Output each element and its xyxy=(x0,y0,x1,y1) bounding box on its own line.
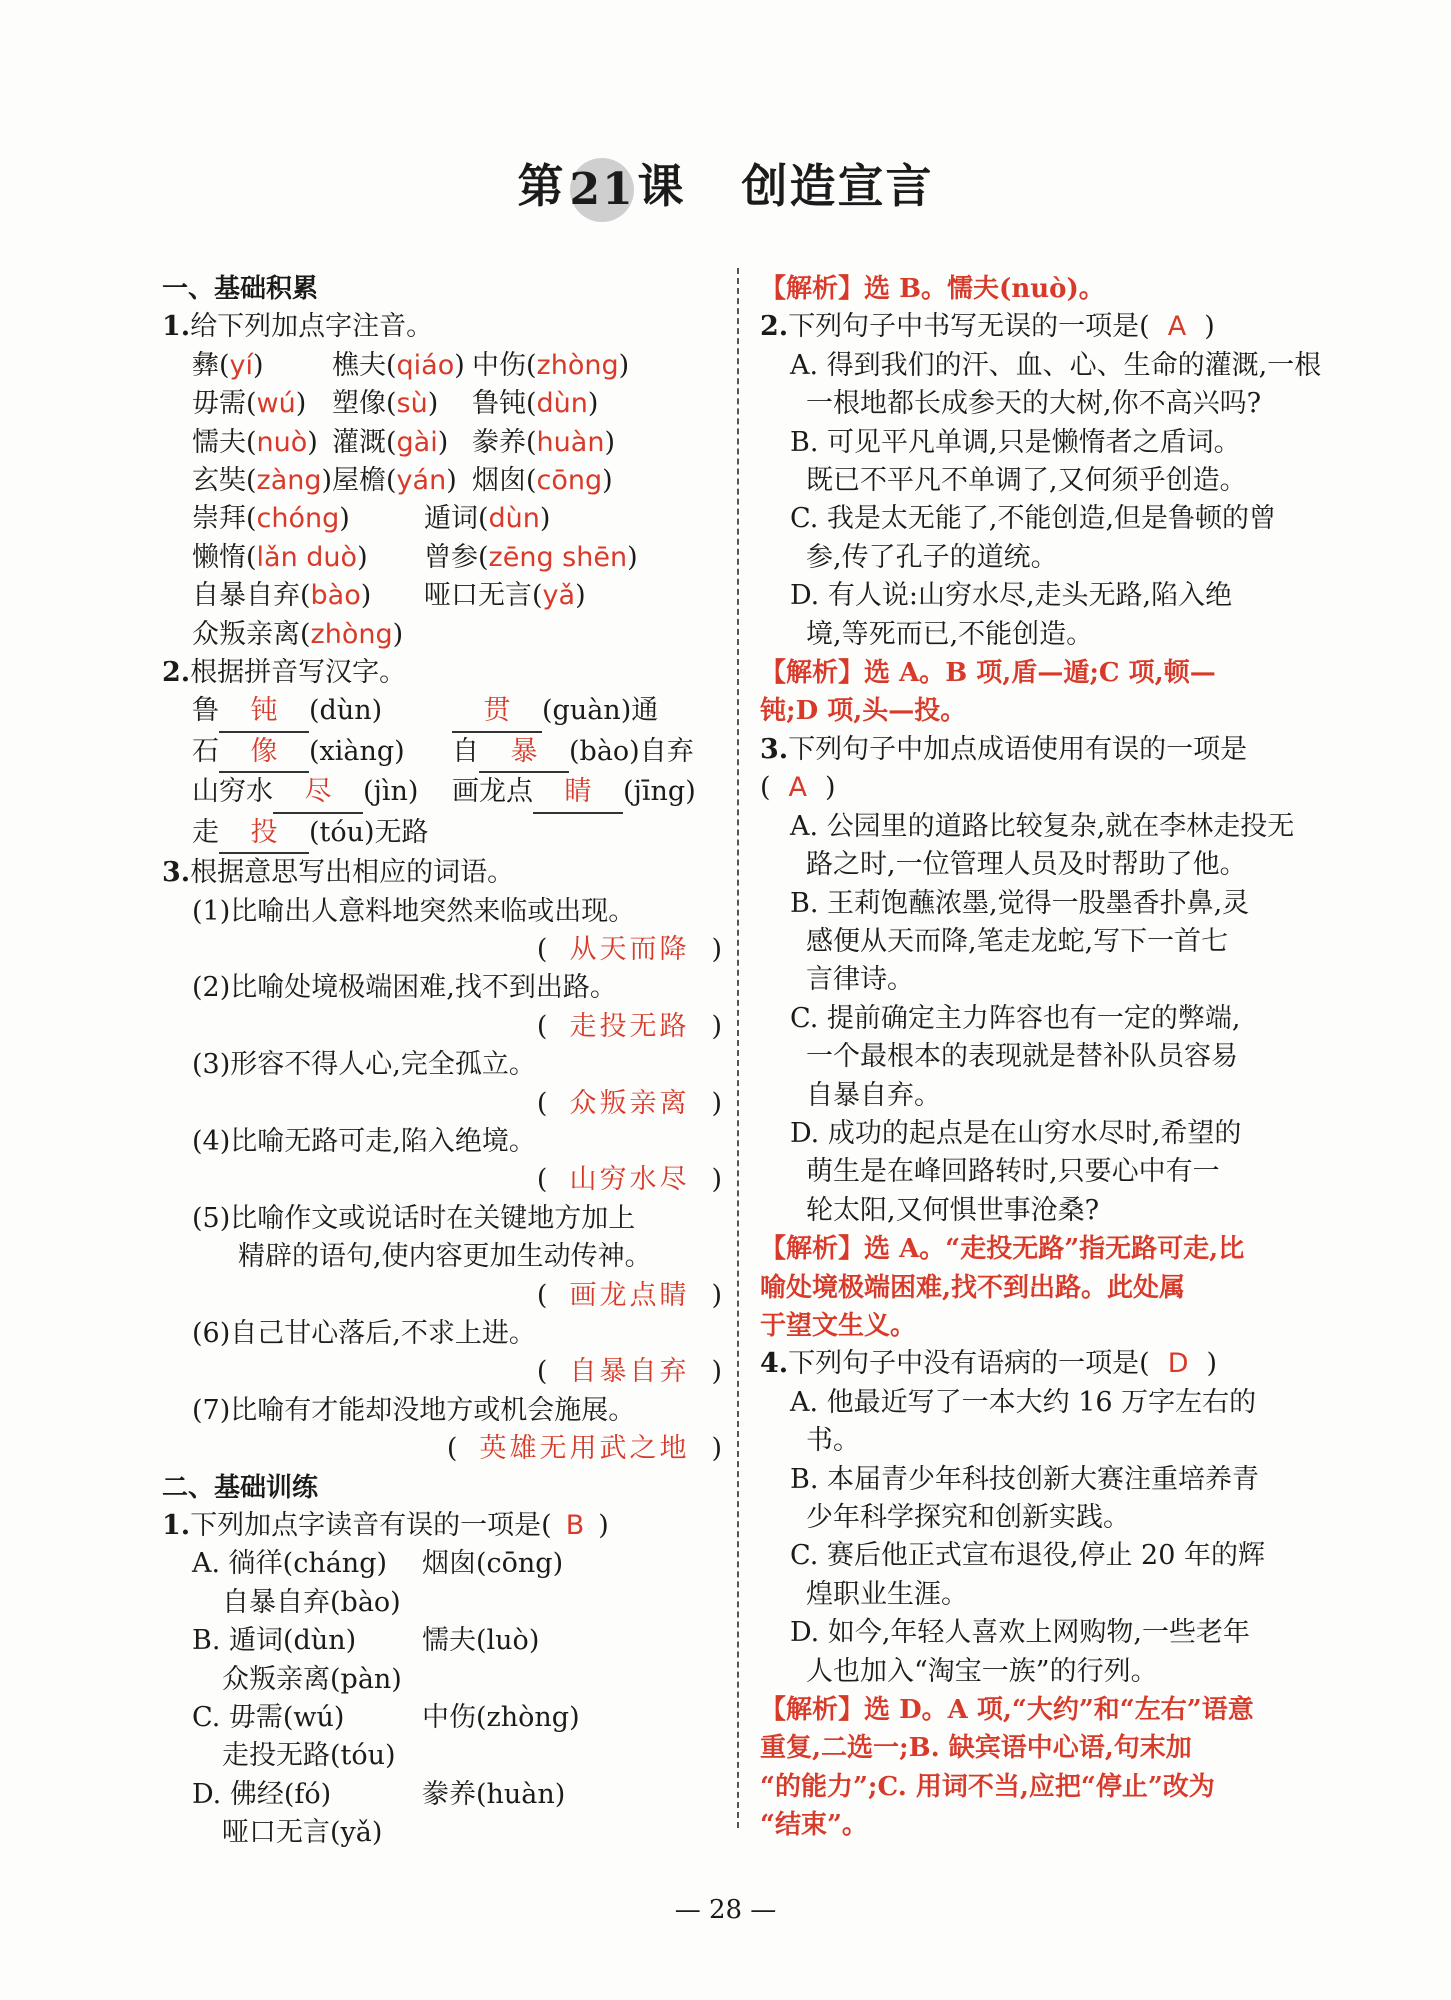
pinyin-answer: zhòng xyxy=(310,618,393,650)
paren: ) xyxy=(618,349,630,381)
page-number: — 28 — xyxy=(674,1895,777,1925)
option-line: D. 有人说:山穷水尽,走头无路,陷入绝 xyxy=(790,580,1233,612)
meaning-text-cont: 精辟的语句,使内容更加生动传神。 xyxy=(238,1241,652,1273)
prefix: 山穷水 xyxy=(192,776,273,808)
pinyin-row xyxy=(162,616,722,654)
pinyin-item xyxy=(424,500,684,538)
option-row xyxy=(162,1814,722,1852)
analysis-t4-cont2: “的能力”;C. 用词不当,应把“停止”改为 xyxy=(760,1771,1215,1802)
pinyin-row xyxy=(162,577,722,615)
option-line: A. 公园里的道路比较复杂,就在李林走投无 xyxy=(790,810,1295,842)
hanzi-item xyxy=(452,692,732,732)
option-word: B. 遁词(dùn) xyxy=(192,1625,357,1657)
idiom-answer: 自暴自弃 xyxy=(569,1356,690,1388)
idiom-answer-line xyxy=(162,1353,722,1391)
paren: ) xyxy=(446,465,457,497)
training-1-stem: 1.下列加点字读音有误的一项是( B ) xyxy=(162,1510,609,1541)
option-line: B. 本届青少年科技创新大赛注重培养青 xyxy=(790,1463,1260,1495)
pinyin-hint: (jīng) xyxy=(623,776,696,808)
hanzi-item xyxy=(192,773,452,813)
word: 懦夫( xyxy=(192,426,257,458)
hanzi-row xyxy=(162,773,722,813)
pinyin-answer: yán xyxy=(396,465,447,497)
idiom-answer: 山穷水尽 xyxy=(569,1164,690,1196)
paren: ) xyxy=(575,580,586,612)
pinyin-item xyxy=(472,347,630,385)
meaning-text: (5)比喻作文或说话时在关键地方加上 xyxy=(192,1202,636,1234)
pinyin-answer: wú xyxy=(256,388,296,420)
paren-close: ) xyxy=(711,1279,722,1311)
lesson-number-badge: 21 xyxy=(570,158,634,222)
meaning-text: (3)形容不得人心,完全孤立。 xyxy=(192,1049,536,1081)
analysis-t3-cont: 喻处境极端困难,找不到出路。此处属 xyxy=(760,1272,1186,1303)
training-3-stem: 3.下列句子中加点成语使用有误的一项是 xyxy=(760,733,1248,765)
option-word: 中伤(zhòng) xyxy=(422,1702,580,1734)
analysis-t2: 【解析】选 A。B 项,盾—遁;C 项,顿— xyxy=(760,658,1216,689)
prefix: 画龙点 xyxy=(452,776,533,808)
pinyin-item xyxy=(332,424,472,462)
word: 毋需( xyxy=(192,388,257,420)
hanzi-row xyxy=(162,733,722,773)
word: 哑口无言( xyxy=(424,580,543,612)
meaning-text: (2)比喻处境极端困难,找不到出路。 xyxy=(192,972,617,1004)
word: 烟囱( xyxy=(472,465,537,497)
hanzi-answer-blank: 睛 xyxy=(533,773,623,813)
pinyin-answer: yí xyxy=(229,349,254,381)
pinyin-answer: lǎn duò xyxy=(256,541,358,573)
hanzi-item xyxy=(452,733,732,773)
option-word: C. 毋需(wú) xyxy=(192,1702,345,1734)
pinyin-answer: zàng xyxy=(256,465,322,497)
option-row xyxy=(162,1699,722,1737)
word: 樵夫( xyxy=(332,349,397,381)
paren-open: ( xyxy=(536,1164,548,1196)
hanzi-item xyxy=(192,814,452,854)
pinyin-row xyxy=(162,424,722,462)
paren-close: ) xyxy=(711,1433,722,1465)
meaning-text: (4)比喻无路可走,陷入绝境。 xyxy=(192,1125,536,1157)
option-line: C. 我是太无能了,不能创造,但是鲁顿的曾 xyxy=(790,503,1277,535)
paren: ) xyxy=(357,541,368,573)
pinyin-item xyxy=(192,616,424,654)
hanzi-answer-blank: 钝 xyxy=(219,692,309,732)
analysis-t1: 【解析】选 B。懦夫(nuò)。 xyxy=(760,274,1105,304)
analysis-t4: 【解析】选 D。A 项,“大约”和“左右”语意 xyxy=(760,1695,1254,1726)
pinyin-item xyxy=(192,539,424,577)
column-divider xyxy=(737,268,739,1828)
option-line: C. 提前确定主力阵容也有一定的弊端, xyxy=(790,1002,1241,1034)
word: 崇拜( xyxy=(192,503,257,535)
hanzi-answer-blank: 暴 xyxy=(479,733,569,773)
lesson-title: 第21课 创造宣言 xyxy=(0,150,1451,222)
idiom-answer-line xyxy=(162,931,722,969)
pinyin-answer: dùn xyxy=(488,503,540,535)
option-line: A. 得到我们的汗、血、心、生命的灌溉,一根 xyxy=(790,349,1322,381)
word: 懒惰( xyxy=(192,541,257,573)
pinyin-item xyxy=(192,462,332,500)
option-line-cont: 境,等死而已,不能创造。 xyxy=(806,618,1094,650)
option-line: A. 他最近写了一本大约 16 万字左右的 xyxy=(790,1386,1257,1418)
word: 众叛亲离( xyxy=(192,618,311,650)
left-column xyxy=(162,270,722,1853)
paren: ) xyxy=(339,503,350,535)
paren: ) xyxy=(602,465,613,497)
idiom-answer: 众叛亲离 xyxy=(569,1087,690,1119)
pinyin-answer: sù xyxy=(396,388,428,420)
pinyin-answer: zhòng xyxy=(536,349,619,381)
option-line-cont: 既已不平凡不单调了,又何须乎创造。 xyxy=(806,465,1247,497)
paren-open: ( xyxy=(536,1087,548,1119)
pinyin-answer: bào xyxy=(310,580,361,612)
paren: ) xyxy=(437,426,449,458)
pinyin-answer: chóng xyxy=(256,503,340,535)
paren: ) xyxy=(307,426,318,458)
paren-open: ( xyxy=(536,933,548,965)
idiom-answer-line xyxy=(162,1008,722,1046)
pinyin-item xyxy=(472,462,620,500)
hanzi-answer-blank: 像 xyxy=(219,733,309,773)
option-word: 烟囱(cōng) xyxy=(422,1548,564,1580)
option-line-cont: 参,传了孔子的道统。 xyxy=(806,541,1058,573)
training-4-stem: 4.下列句子中没有语病的一项是( D ) xyxy=(760,1348,1218,1380)
training-3-answer: ( A ) xyxy=(760,772,836,804)
training-2-stem: 2.下列句子中书写无误的一项是( A ) xyxy=(760,311,1215,343)
pinyin-item xyxy=(472,385,620,423)
meaning-text: (1)比喻出人意料地突然来临或出现。 xyxy=(192,895,636,927)
paren: ) xyxy=(360,580,372,612)
paren-open: ( xyxy=(536,1356,548,1388)
section-heading-basic-accumulation: 一、基础积累 xyxy=(162,274,319,304)
idiom-answer-line xyxy=(162,1430,722,1468)
prefix: 鲁 xyxy=(192,695,219,727)
option-line-cont: 一根地都长成参天的大树,你不高兴吗? xyxy=(806,388,1262,420)
pinyin-answer: cōng xyxy=(536,465,603,497)
word: 曾参( xyxy=(424,541,489,573)
option-line: B. 可见平凡单调,只是懒惰者之盾词。 xyxy=(790,426,1241,458)
option-row xyxy=(162,1584,722,1622)
word: 遁词( xyxy=(424,503,489,535)
hanzi-item xyxy=(192,733,452,773)
paren-close: ) xyxy=(711,1010,722,1042)
option-line-cont: 轮太阳,又何惧世事沧桑? xyxy=(806,1194,1100,1226)
option-word: A. 徜徉(cháng) xyxy=(192,1548,388,1580)
hanzi-item xyxy=(192,692,452,732)
analysis-t3-cont2: 于望文生义。 xyxy=(760,1310,917,1341)
idiom-answer: 英雄无用武之地 xyxy=(479,1433,690,1465)
paren: ) xyxy=(427,388,439,420)
hanzi-row xyxy=(162,814,722,854)
option-row xyxy=(162,1622,722,1660)
pinyin-item xyxy=(424,539,684,577)
paren: ) xyxy=(604,426,615,458)
idiom-answer: 画龙点睛 xyxy=(569,1279,690,1311)
pinyin-item xyxy=(332,385,472,423)
pinyin-row xyxy=(162,385,722,423)
pinyin-hint: (xiàng) xyxy=(309,735,405,767)
option-row xyxy=(162,1661,722,1699)
idiom-answer: 从天而降 xyxy=(569,933,690,965)
paren: ) xyxy=(627,541,638,573)
option-word: 哑口无言(yǎ) xyxy=(222,1817,383,1849)
pinyin-hint: (tóu)无路 xyxy=(309,816,429,848)
word: 鲁钝( xyxy=(472,388,537,420)
question-1-stem: 1.给下列加点字注音。 xyxy=(162,311,434,343)
option-line-cont: 煌职业生涯。 xyxy=(806,1578,968,1610)
pinyin-item xyxy=(472,424,620,462)
pinyin-answer: zēng shēn xyxy=(488,541,628,573)
option-line-cont: 自暴自弃。 xyxy=(806,1079,941,1111)
paren-close: ) xyxy=(711,1164,722,1196)
pinyin-row xyxy=(162,500,722,538)
pinyin-answer: yǎ xyxy=(542,580,576,612)
meaning-text: (6)自己甘心落后,不求上进。 xyxy=(192,1317,536,1349)
hanzi-row xyxy=(162,692,722,732)
pinyin-row xyxy=(162,347,722,385)
pinyin-answer: dùn xyxy=(536,388,588,420)
prefix: 石 xyxy=(192,735,219,767)
pinyin-item xyxy=(332,462,472,500)
paren: ) xyxy=(454,349,465,381)
option-line-cont: 感便从天而降,笔走龙蛇,写下一首七 xyxy=(806,925,1229,957)
analysis-t2-cont: 钝;D 项,头—投。 xyxy=(760,696,967,727)
pinyin-hint: (bào)自弃 xyxy=(569,735,694,767)
option-line: B. 王莉饱蘸浓墨,觉得一股墨香扑鼻,灵 xyxy=(790,887,1250,919)
option-line: D. 成功的起点是在山穷水尽时,希望的 xyxy=(790,1117,1242,1149)
word: 塑像( xyxy=(332,388,397,420)
pinyin-item xyxy=(192,424,332,462)
prefix: 走 xyxy=(192,816,219,848)
option-line-cont: 人也加入“淘宝一族”的行列。 xyxy=(806,1655,1158,1687)
pinyin-row xyxy=(162,539,722,577)
pinyin-item xyxy=(332,347,472,385)
word: 自暴自弃( xyxy=(192,580,311,612)
option-line-cont: 萌生是在峰回路转时,只要心中有一 xyxy=(806,1156,1220,1188)
paren: ) xyxy=(321,465,333,497)
option-line-cont: 书。 xyxy=(806,1425,860,1457)
right-column xyxy=(760,270,1325,1845)
word: 灌溉( xyxy=(332,426,397,458)
analysis-t3: 【解析】选 A。“走投无路”指无路可走,比 xyxy=(760,1234,1245,1265)
idiom-answer-line xyxy=(162,1085,722,1123)
pinyin-answer: huàn xyxy=(536,426,605,458)
prefix: 自 xyxy=(452,735,479,767)
pinyin-item xyxy=(192,385,332,423)
analysis-t4-cont3: “结束”。 xyxy=(760,1810,868,1841)
pinyin-item xyxy=(192,500,424,538)
option-word: 自暴自弃(bào) xyxy=(222,1586,401,1618)
option-line-cont: 言律诗。 xyxy=(806,964,914,996)
question-3-stem: 3.根据意思写出相应的词语。 xyxy=(162,857,515,889)
section-heading-basic-training: 二、基础训练 xyxy=(162,1472,319,1503)
paren-open: ( xyxy=(536,1010,548,1042)
pinyin-hint: (dùn) xyxy=(309,695,383,727)
idiom-answer-line xyxy=(162,1277,722,1315)
paren-open: ( xyxy=(536,1279,548,1311)
idiom-answer-line xyxy=(162,1161,722,1199)
option-row xyxy=(162,1545,722,1583)
option-word: 众叛亲离(pàn) xyxy=(222,1663,402,1695)
pinyin-hint: (guàn)通 xyxy=(542,695,659,727)
hanzi-item xyxy=(452,773,732,813)
paren-close: ) xyxy=(711,1356,722,1388)
pinyin-answer: nuò xyxy=(256,426,308,458)
paren-close: ) xyxy=(711,1087,722,1119)
word: 豢养( xyxy=(472,426,537,458)
hanzi-answer-blank: 尽 xyxy=(273,773,363,813)
option-row xyxy=(162,1737,722,1775)
option-word: 懦夫(luò) xyxy=(422,1625,540,1657)
analysis-t4-cont: 重复,二选一;B. 缺宾语中心语,句末加 xyxy=(760,1733,1192,1764)
pinyin-answer: qiáo xyxy=(396,349,455,381)
word: 屋檐( xyxy=(332,465,397,497)
option-line: D. 如今,年轻人喜欢上网购物,一些老年 xyxy=(790,1617,1251,1649)
paren-close: ) xyxy=(711,933,722,965)
option-line-cont: 少年科学探究和创新实践。 xyxy=(806,1502,1130,1533)
meaning-text: (7)比喻有才能却没地方或机会施展。 xyxy=(192,1394,636,1426)
option-word: D. 佛经(fó) xyxy=(192,1778,332,1810)
option-word: 走投无路(tóu) xyxy=(222,1740,396,1772)
idiom-answer: 走投无路 xyxy=(569,1010,690,1042)
pinyin-row xyxy=(162,462,722,500)
paren-open: ( xyxy=(446,1433,458,1465)
pinyin-item xyxy=(424,577,684,615)
question-2-stem: 2.根据拼音写汉字。 xyxy=(162,657,407,689)
hanzi-answer-blank: 贯 xyxy=(452,692,542,732)
word: 彝( xyxy=(192,349,230,381)
pinyin-item xyxy=(192,577,424,615)
paren: ) xyxy=(295,388,307,420)
option-word: 豢养(huàn) xyxy=(422,1778,566,1810)
hanzi-answer-blank: 投 xyxy=(219,814,309,854)
option-line-cont: 一个最根本的表现就是替补队员容易 xyxy=(806,1041,1238,1073)
paren: ) xyxy=(539,503,551,535)
paren: ) xyxy=(392,618,404,650)
pinyin-answer: gài xyxy=(396,426,438,458)
word: 玄奘( xyxy=(192,465,257,497)
pinyin-hint: (jìn) xyxy=(363,776,419,808)
option-line: C. 赛后他正式宣布退役,停止 20 年的辉 xyxy=(790,1540,1265,1572)
option-row xyxy=(162,1776,722,1814)
paren: ) xyxy=(587,388,599,420)
paren: ) xyxy=(253,349,264,381)
option-line-cont: 路之时,一位管理人员及时帮助了他。 xyxy=(806,849,1247,881)
pinyin-item xyxy=(192,347,332,385)
word: 中伤( xyxy=(472,349,537,381)
